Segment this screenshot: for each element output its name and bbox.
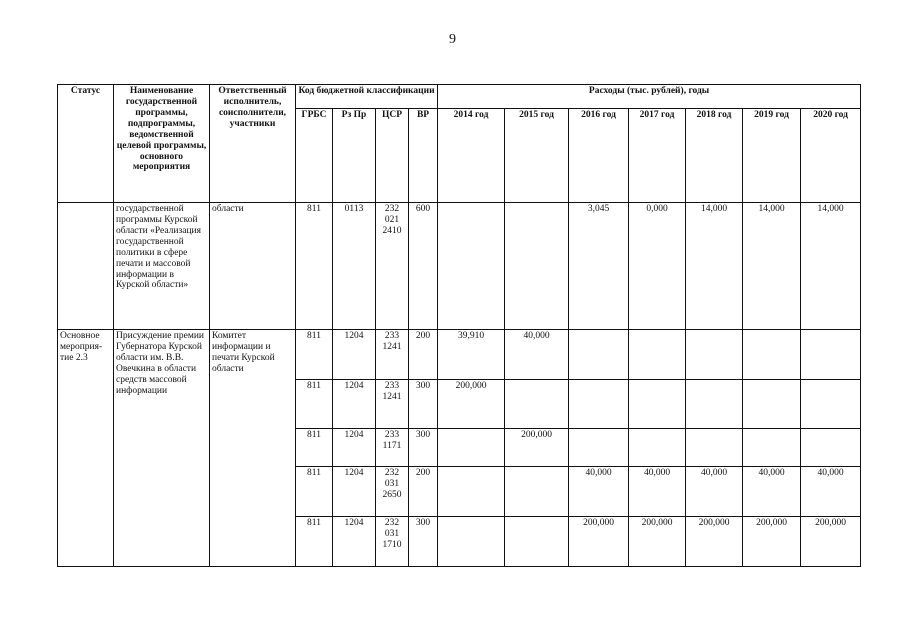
g2r5-2018: 200,000 xyxy=(686,517,743,567)
g2r5-rzpr: 1204 xyxy=(333,517,376,567)
g2r3-2020 xyxy=(801,429,861,467)
row1-2015 xyxy=(505,203,569,330)
g2r1-2014: 39,910 xyxy=(438,330,505,380)
header-rzpr: Рз Пр xyxy=(333,109,376,203)
g2r2-2015 xyxy=(505,380,569,429)
g2r4-vr: 200 xyxy=(409,467,438,517)
g2r2-2019 xyxy=(743,380,801,429)
row1-vr: 600 xyxy=(409,203,438,330)
g2r5-grbs: 811 xyxy=(296,517,333,567)
g2r4-2014 xyxy=(438,467,505,517)
header-year-2018: 2018 год xyxy=(686,109,743,203)
g2r2-csr: 233 1241 xyxy=(376,380,409,429)
g2r4-2017: 40,000 xyxy=(629,467,686,517)
g2r1-2015: 40,000 xyxy=(505,330,569,380)
row1-csr: 232 021 2410 xyxy=(376,203,409,330)
row1-status xyxy=(58,203,114,330)
row1-2020: 14,000 xyxy=(801,203,861,330)
g2r4-csr: 232 031 2650 xyxy=(376,467,409,517)
header-year-2014: 2014 год xyxy=(438,109,505,203)
row1-rzpr: 0113 xyxy=(333,203,376,330)
header-csr: ЦСР xyxy=(376,109,409,203)
g2r4-2016: 40,000 xyxy=(569,467,629,517)
group2-responsible: Комитет информации и печати Курской области xyxy=(210,330,296,567)
header-grbs: ГРБС xyxy=(296,109,333,203)
g2r5-2016: 200,000 xyxy=(569,517,629,567)
g2r1-rzpr: 1204 xyxy=(333,330,376,380)
row1-2016: 3,045 xyxy=(569,203,629,330)
g2r3-2015: 200,000 xyxy=(505,429,569,467)
page-number: 9 xyxy=(449,32,456,47)
g2r5-2015 xyxy=(505,517,569,567)
g2r3-2016 xyxy=(569,429,629,467)
row1-2014 xyxy=(438,203,505,330)
g2r5-2014 xyxy=(438,517,505,567)
header-year-2016: 2016 год xyxy=(569,109,629,203)
g2r5-2020: 200,000 xyxy=(801,517,861,567)
header-year-2020: 2020 год xyxy=(801,109,861,203)
group2-program-name: Присуждение премии Губернатора Курской области им. В.В. Овечкина в области средств массовой информации xyxy=(114,330,210,567)
g2r3-vr: 300 xyxy=(409,429,438,467)
header-expenses: Расходы (тыс. рублей), годы xyxy=(438,85,861,109)
g2r4-2020: 40,000 xyxy=(801,467,861,517)
g2r2-2016 xyxy=(569,380,629,429)
g2r4-2019: 40,000 xyxy=(743,467,801,517)
g2r3-csr: 233 1171 xyxy=(376,429,409,467)
g2r1-vr: 200 xyxy=(409,330,438,380)
header-year-2019: 2019 год xyxy=(743,109,801,203)
g2r2-vr: 300 xyxy=(409,380,438,429)
header-responsible: Ответственный исполнитель, соисполнители, участники xyxy=(210,85,296,203)
g2r4-2018: 40,000 xyxy=(686,467,743,517)
g2r4-grbs: 811 xyxy=(296,467,333,517)
g2r2-2018 xyxy=(686,380,743,429)
row1-grbs: 811 xyxy=(296,203,333,330)
g2r3-2019 xyxy=(743,429,801,467)
header-budget-code: Код бюджетной классификации xyxy=(296,85,438,109)
header-program-name: Наименование государственной программы, подпрограммы, ведомственной целевой программы, основного мероприятия xyxy=(114,85,210,203)
row1-2017: 0,000 xyxy=(629,203,686,330)
g2r3-grbs: 811 xyxy=(296,429,333,467)
g2r1-grbs: 811 xyxy=(296,330,333,380)
g2r5-2017: 200,000 xyxy=(629,517,686,567)
g2r1-csr: 233 1241 xyxy=(376,330,409,380)
table-row xyxy=(58,330,861,380)
g2r1-2017 xyxy=(629,330,686,380)
g2r3-2014 xyxy=(438,429,505,467)
table-row xyxy=(58,203,861,330)
g2r2-grbs: 811 xyxy=(296,380,333,429)
g2r4-rzpr: 1204 xyxy=(333,467,376,517)
header-status: Статус xyxy=(58,85,114,203)
g2r3-2017 xyxy=(629,429,686,467)
g2r3-rzpr: 1204 xyxy=(333,429,376,467)
g2r2-2017 xyxy=(629,380,686,429)
row1-2019: 14,000 xyxy=(743,203,801,330)
header-year-2017: 2017 год xyxy=(629,109,686,203)
g2r2-2014: 200,000 xyxy=(438,380,505,429)
g2r5-vr: 300 xyxy=(409,517,438,567)
group2-status: Основное мероприя-тие 2.3 xyxy=(58,330,114,567)
g2r3-2018 xyxy=(686,429,743,467)
g2r4-2015 xyxy=(505,467,569,517)
row1-program-name: государственной программы Курской области «Реализация государственной политики в сфере печати и массовой информации в Курской области» xyxy=(114,203,210,330)
g2r1-2016 xyxy=(569,330,629,380)
g2r2-2020 xyxy=(801,380,861,429)
g2r2-rzpr: 1204 xyxy=(333,380,376,429)
budget-table xyxy=(57,84,861,567)
g2r5-2019: 200,000 xyxy=(743,517,801,567)
header-year-2015: 2015 год xyxy=(505,109,569,203)
g2r1-2018 xyxy=(686,330,743,380)
g2r1-2020 xyxy=(801,330,861,380)
row1-responsible: области xyxy=(210,203,296,330)
header-vr: ВР xyxy=(409,109,438,203)
row1-2018: 14,000 xyxy=(686,203,743,330)
g2r1-2019 xyxy=(743,330,801,380)
g2r5-csr: 232 031 1710 xyxy=(376,517,409,567)
